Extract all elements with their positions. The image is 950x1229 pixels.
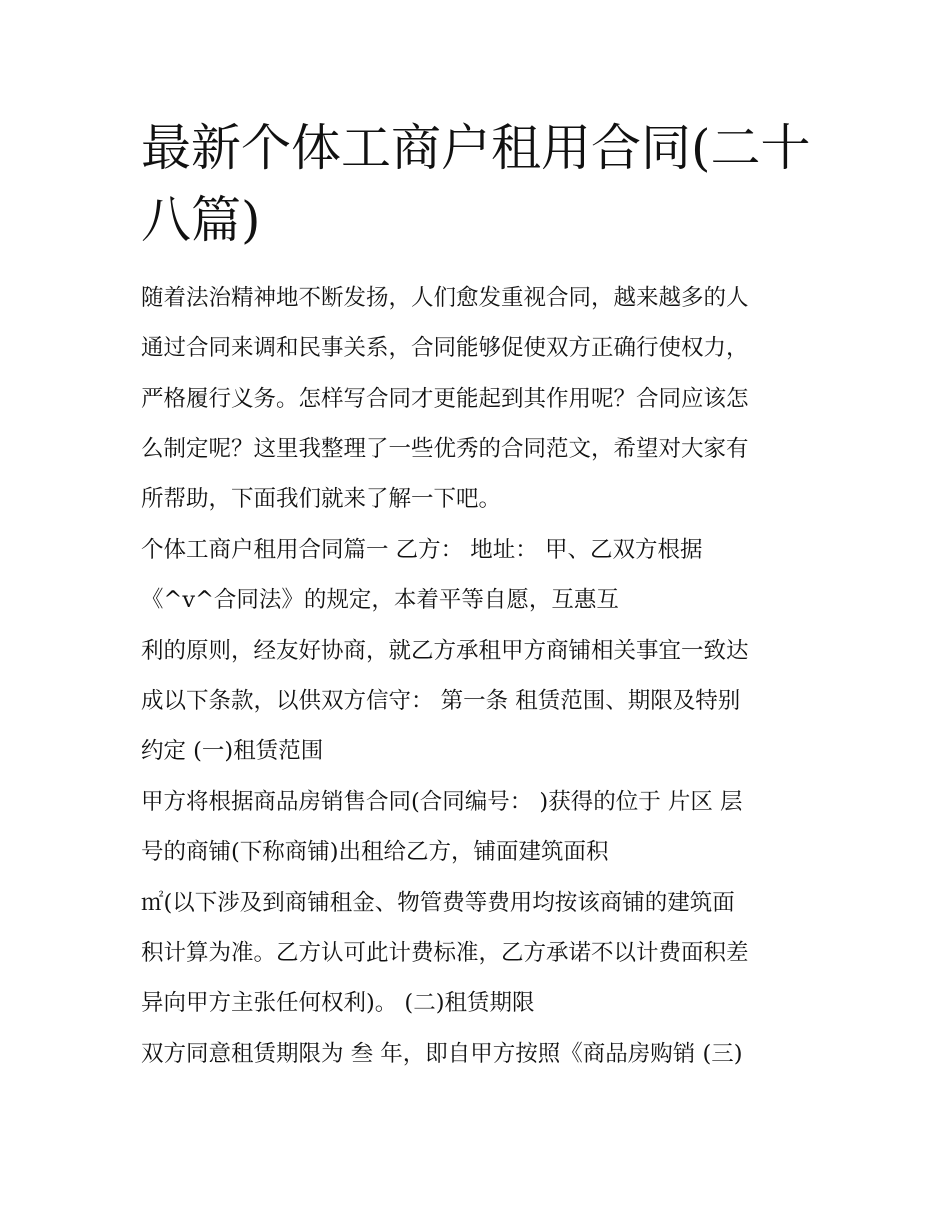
body-line-5: 所帮助，下面我们就来了解一下吧。 bbox=[141, 486, 502, 512]
body-line-4: 么制定呢？这里我整理了一些优秀的合同范文，希望对大家有 bbox=[141, 436, 749, 462]
body-line-9: 成以下条款，以供双方信守： 第一条 租赁范围、期限及特别 bbox=[141, 688, 741, 714]
title-line-1: 最新个体工商户租用合同(二十 bbox=[141, 119, 811, 177]
body-line-12: 号的商铺(下称商铺)出租给乙方，铺面建筑面积 bbox=[141, 839, 609, 865]
body-line-6: 个体工商户租用合同篇一 乙方： 地址： 甲、乙双方根据 bbox=[141, 537, 703, 563]
body-line-7: 《^v^合同法》的规定，本着平等自愿，互惠互 bbox=[141, 587, 619, 613]
body-line-2: 通过合同来调和民事关系，合同能够促使双方正确行使权力， bbox=[141, 335, 749, 361]
body-line-16: 双方同意租赁期限为 叁 年，即自甲方按照《商品房购销 (三) bbox=[141, 1041, 743, 1067]
document-title bbox=[141, 112, 821, 256]
body-line-1: 随着法治精神地不断发扬，人们愈发重视合同，越来越多的人 bbox=[141, 285, 749, 311]
body-line-3: 严格履行义务。怎样写合同才更能起到其作用呢？合同应该怎 bbox=[141, 386, 749, 412]
title-line-2: 八篇) bbox=[141, 191, 261, 249]
body-line-15: 异向甲方主张任何权利)。 (二)租赁期限 bbox=[141, 990, 535, 1016]
body-line-8: 利的原则，经友好协商，就乙方承租甲方商铺相关事宜一致达 bbox=[141, 638, 749, 664]
body-line-11: 甲方将根据商品房销售合同(合同编号： )获得的位于 片区 层 bbox=[141, 789, 743, 815]
body-line-13: ㎡(以下涉及到商铺租金、物管费等费用均按该商铺的建筑面 bbox=[141, 890, 735, 916]
body-line-10: 约定 (一)租赁范围 bbox=[141, 738, 324, 764]
body-line-14: 积计算为准。乙方认可此计费标准，乙方承诺不以计费面积差 bbox=[141, 940, 749, 966]
